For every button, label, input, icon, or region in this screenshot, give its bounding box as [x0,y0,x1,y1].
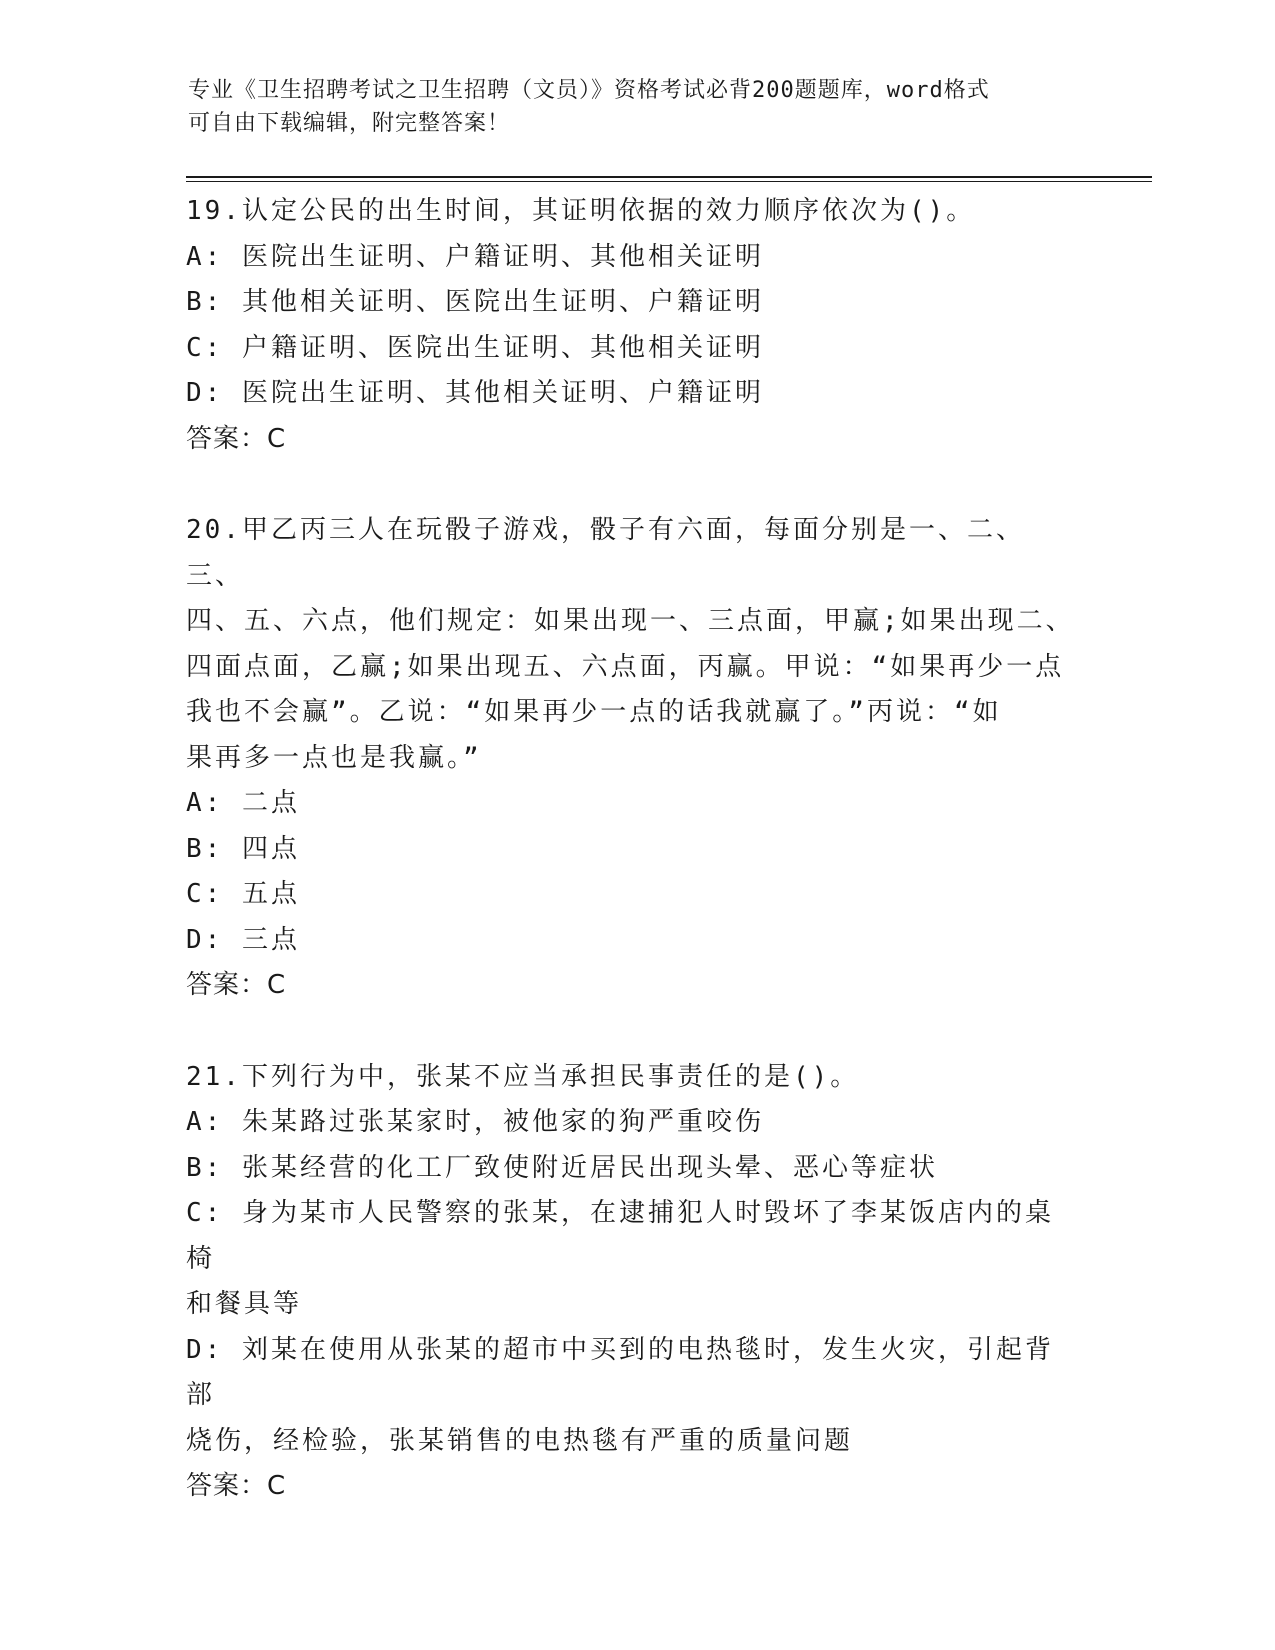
option-c: C: 身为某市人民警察的张某，在逮捕犯人时毁坏了李某饭店内的桌椅 [186,1198,1054,1274]
question-stem: 21.下列行为中，张某不应当承担民事责任的是()。 [186,1061,860,1092]
question-stem: 四面点面，乙赢;如果出现五、六点面，丙赢。甲说：“如果再少一点 [186,651,1065,682]
option-d: D: 三点 [186,924,300,955]
question-19 [186,189,1076,462]
option-a: A: 二点 [186,788,300,818]
answer-line: 答案：C [186,423,287,454]
question-20 [186,508,1076,1009]
option-b: B: 四点 [186,833,300,864]
question-stem: 19.认定公民的出生时间，其证明依据的效力顺序依次为()。 [186,196,976,226]
option-c: C: 五点 [186,879,300,909]
header-divider-thick [186,176,1152,178]
option-a: A: 朱某路过张某家时，被他家的狗严重咬伤 [186,1107,764,1137]
question-stem: 我也不会赢”。乙说：“如果再少一点的话我就赢了。”丙说：“如 [186,697,1002,727]
option-d: D: 医院出生证明、其他相关证明、户籍证明 [186,378,764,408]
question-21 [186,1055,1076,1510]
header-divider-thin [186,181,1152,182]
option-a: A: 医院出生证明、户籍证明、其他相关证明 [186,241,764,272]
question-stem: 20.甲乙丙三人在玩骰子游戏，骰子有六面，每面分别是一、二、三、 [186,515,1025,591]
answer-line: 答案：C [186,1471,287,1501]
option-d-continued: 烧伤，经检验，张某销售的电热毯有严重的质量问题 [186,1425,854,1456]
question-stem: 四、五、六点，他们规定：如果出现一、三点面，甲赢;如果出现二、 [186,606,1075,636]
option-b: B: 其他相关证明、医院出生证明、户籍证明 [186,287,764,317]
answer-line: 答案：C [186,970,287,1000]
option-d: D: 刘某在使用从张某的超市中买到的电热毯时，发生火灾，引起背部 [186,1334,1054,1410]
option-c: C: 户籍证明、医院出生证明、其他相关证明 [186,332,764,363]
question-list [186,189,1076,1556]
header-line-2: 可自由下载编辑，附完整答案！ [188,111,511,136]
question-stem: 果再多一点也是我赢。” [186,742,482,773]
header-line-1: 专业《卫生招聘考试之卫生招聘（文员）》资格考试必背200题题库，word格式 [188,78,990,103]
option-c-continued: 和餐具等 [186,1289,303,1319]
option-b: B: 张某经营的化工厂致使附近居民出现头晕、恶心等症状 [186,1152,938,1183]
document-header [188,74,1068,140]
